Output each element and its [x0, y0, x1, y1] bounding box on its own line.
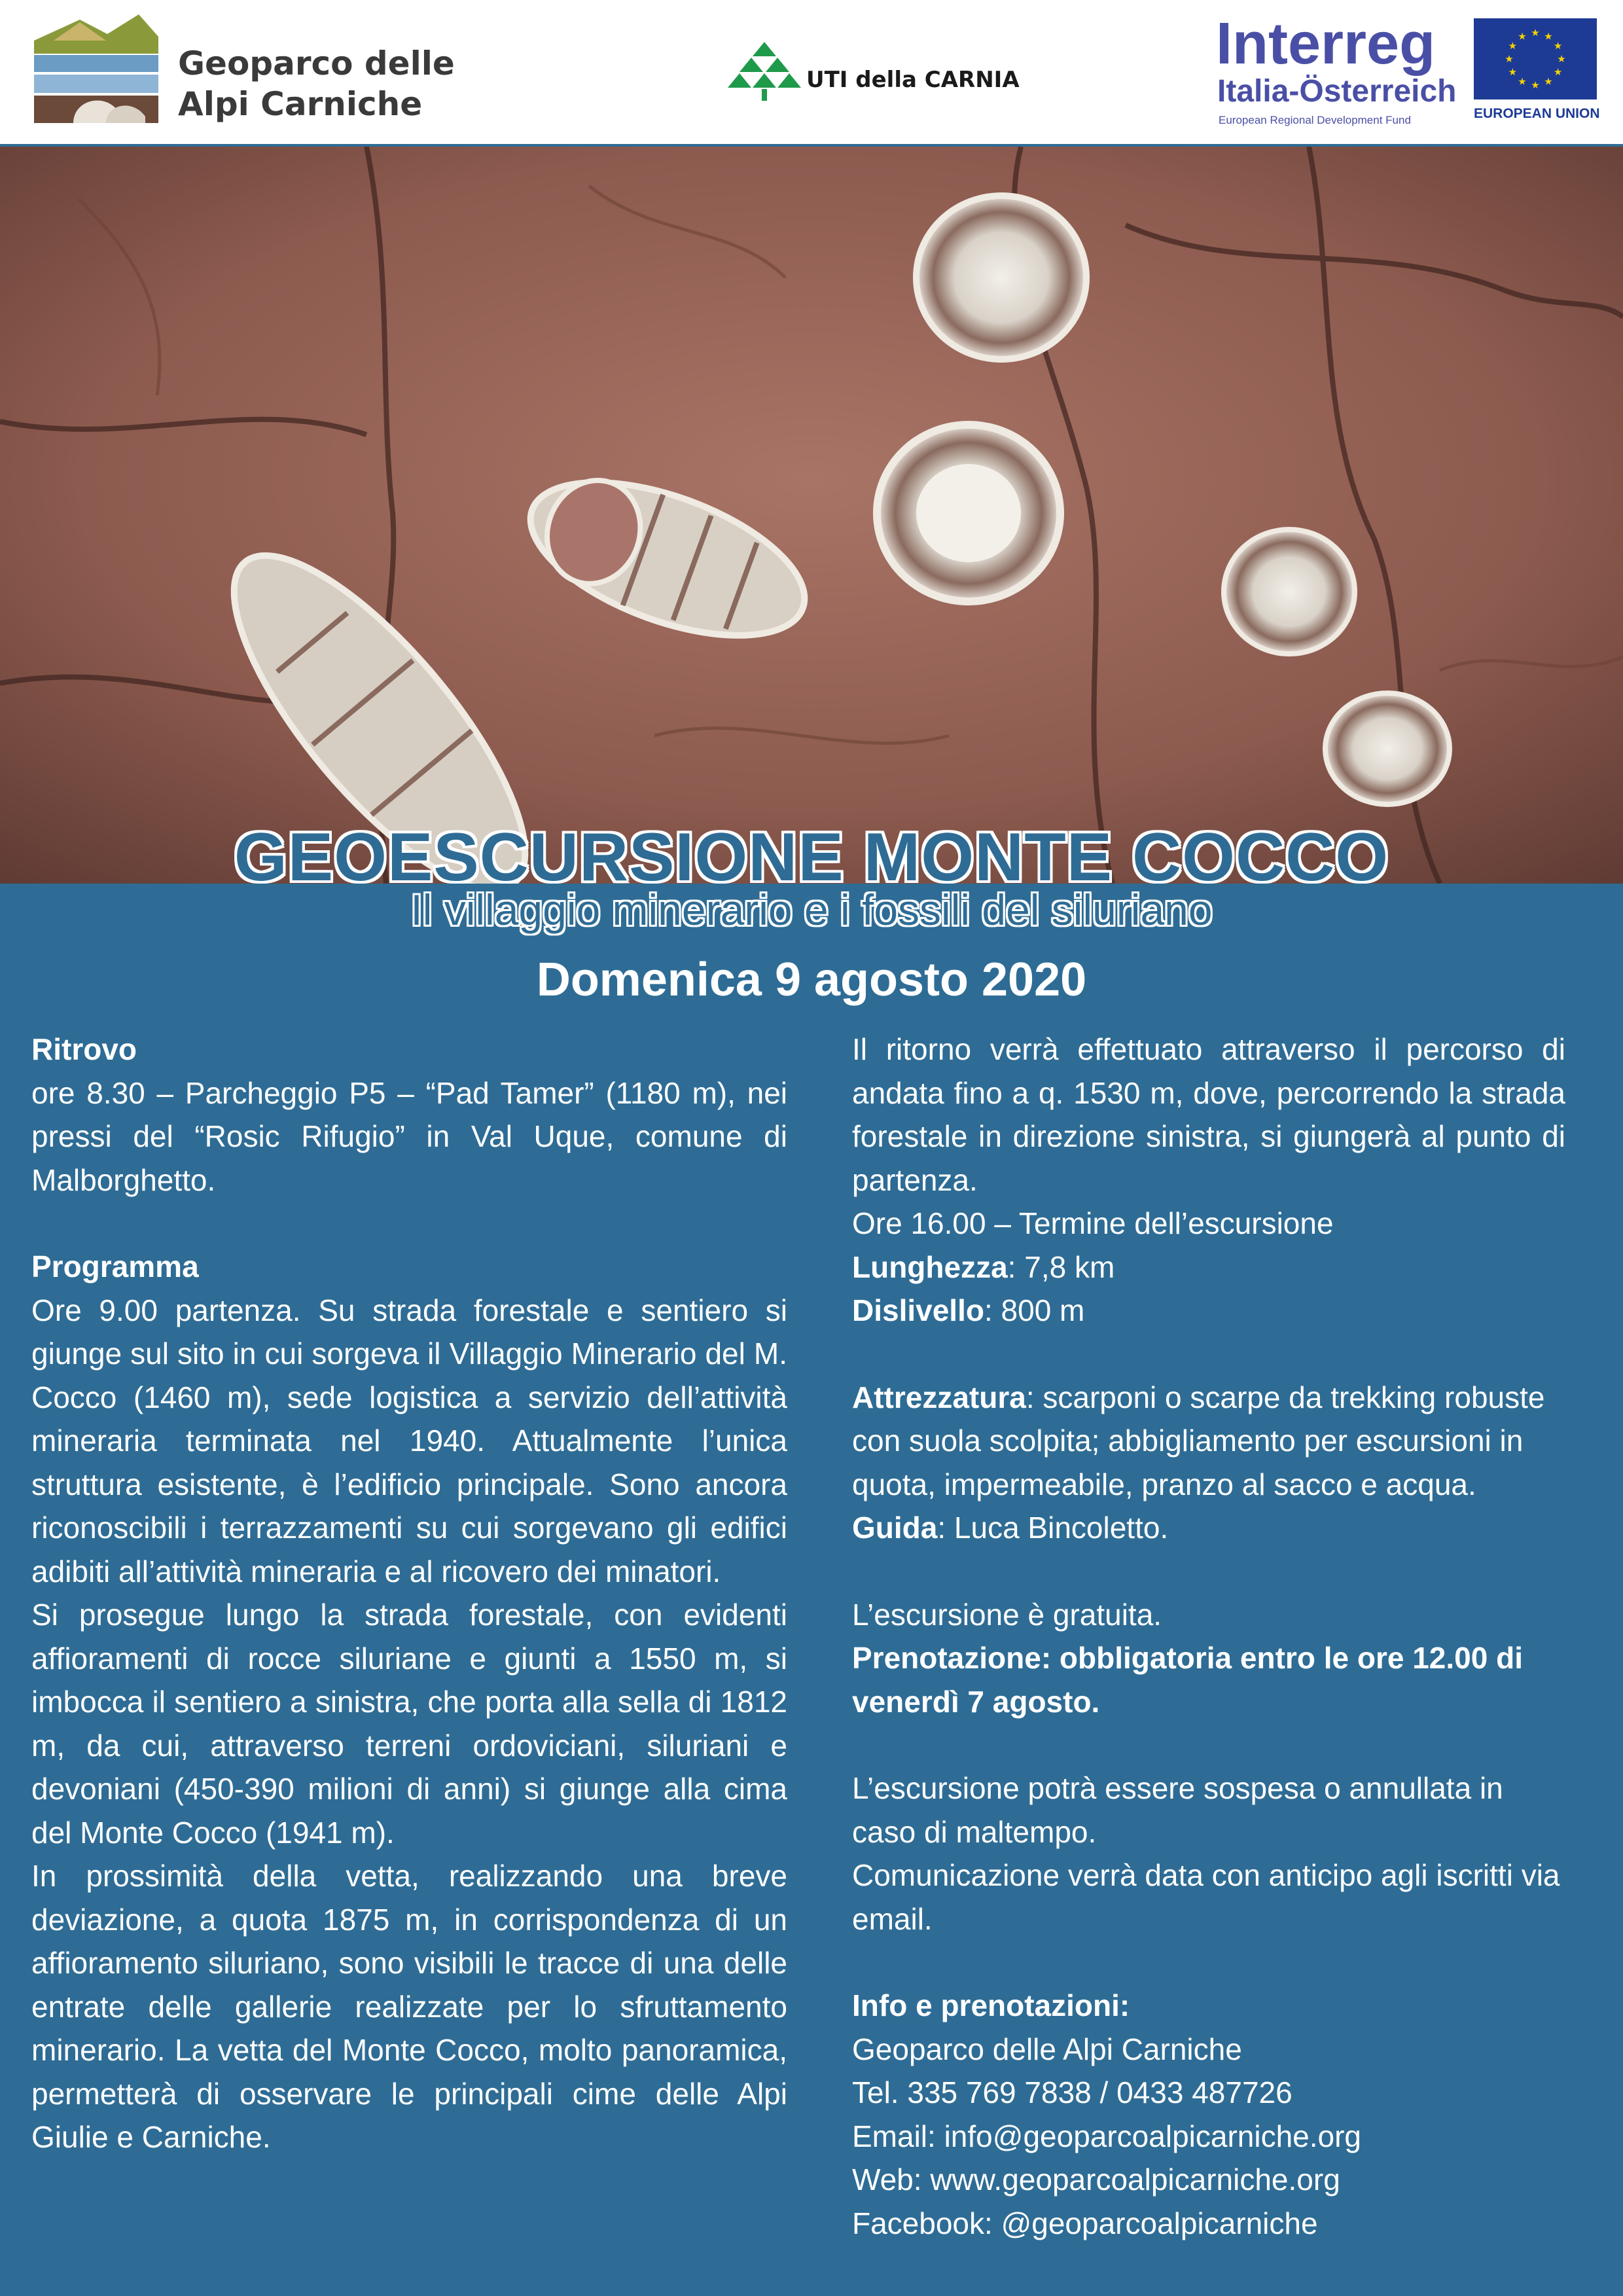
svg-text:★: ★ — [1553, 67, 1563, 78]
attrezzatura-label: Attrezzatura — [852, 1380, 1026, 1414]
svg-text:★: ★ — [1518, 31, 1527, 43]
svg-text:★: ★ — [1518, 76, 1527, 88]
attrezzatura-line — [852, 1376, 1565, 1507]
info-heading: Info e prenotazioni: — [852, 1988, 1130, 2022]
prenotazione-text: Prenotazione: obbligatoria entro le ore 12.00 di venerdì 7 agosto. — [852, 1641, 1523, 1719]
eu-flag-icon — [1474, 18, 1597, 99]
eu-label: EUROPEAN UNION — [1474, 106, 1600, 121]
svg-text:★: ★ — [1544, 31, 1553, 43]
dislivello-label: Dislivello — [852, 1293, 984, 1327]
svg-text:★: ★ — [1557, 54, 1566, 65]
programma-paragraph-2: Si prosegue lungo la strada forestale, con evidenti affioramenti di rocce siluriane e giunti a 1550 m, si imbocca il sentiero a sinistra, che porta alla sella di 1812 m, da cui, attraverso terreni ordoviciani, siluriani e devoniani (450-390 milioni di anni) si giunge alla cima del Monte Cocco (1941 m). — [31, 1598, 787, 1850]
info-facebook[interactable]: Facebook: @geoparcoalpicarniche — [852, 2206, 1318, 2240]
ritrovo-heading: Ritrovo — [31, 1032, 137, 1066]
geoparco-logo-line1: Geoparco delle — [178, 45, 455, 82]
lunghezza-label: Lunghezza — [852, 1249, 1008, 1284]
guida-label: Guida — [852, 1511, 938, 1545]
info-web[interactable]: Web: www.geoparcoalpicarniche.org — [852, 2162, 1340, 2197]
dislivello-value: : 800 m — [984, 1293, 1085, 1327]
svg-text:★: ★ — [1531, 80, 1540, 91]
eu-logo — [1474, 18, 1600, 131]
svg-text:★: ★ — [1508, 67, 1518, 78]
lunghezza-value: : 7,8 km — [1007, 1249, 1115, 1284]
header-bar — [0, 0, 1623, 147]
event-date: Domenica 9 agosto 2020 — [536, 954, 1087, 1006]
comunicazione-text: Comunicazione verrà data con anticipo agli iscritti via email. — [852, 1858, 1560, 1936]
event-subtitle: Il villaggio minerario e i fossili del siluriano — [410, 886, 1213, 934]
info-tel[interactable]: Tel. 335 769 7838 / 0433 487726 — [852, 2075, 1293, 2109]
left-column — [31, 1028, 787, 2159]
tree-logo-icon — [728, 42, 801, 101]
fossil-photo — [0, 147, 1623, 884]
lunghezza-line — [852, 1246, 1565, 1289]
termine-text: Ore 16.00 – Termine dell’escursione — [852, 1206, 1334, 1240]
interreg-fund: European Regional Development Fund — [1219, 114, 1411, 126]
geoparco-logo-icon — [34, 14, 158, 123]
interreg-logo — [1216, 11, 1458, 126]
svg-text:★: ★ — [1505, 54, 1514, 65]
interreg-subtitle: Italia-Österreich — [1217, 74, 1457, 109]
geoparco-logo-text — [178, 43, 455, 124]
svg-text:★: ★ — [1553, 41, 1563, 52]
ritorno-text: Il ritorno verrà effettuato attraverso il percorso di andata fino a q. 1530 m, dove, percorrendo la strada forestale in direzione sinistra, si giungerà al punto di partenza. — [852, 1032, 1565, 1197]
dislivello-line — [852, 1289, 1565, 1333]
geoparco-logo-line2: Alpi Carniche — [178, 85, 423, 123]
interreg-title: Interreg — [1216, 11, 1436, 77]
svg-text:★: ★ — [1508, 41, 1518, 52]
guida-value: : Luca Bincoletto. — [937, 1511, 1169, 1545]
ritrovo-text: ore 8.30 – Parcheggio P5 – “Pad Tamer” (1180 m), nei pressi del “Rosic Rifugio” in Val Uque, comune di Malborghetto. — [31, 1075, 787, 1197]
right-column — [852, 1028, 1565, 2245]
svg-text:★: ★ — [1544, 76, 1553, 88]
svg-text:★: ★ — [1531, 27, 1540, 39]
guida-line — [852, 1506, 1565, 1550]
info-org: Geoparco delle Alpi Carniche — [852, 2032, 1242, 2066]
info-email[interactable]: Email: info@geoparcoalpicarniche.org — [852, 2119, 1362, 2153]
gratuita-text: L’escursione è gratuita. — [852, 1597, 1162, 1632]
programma-paragraph-3: In prossimità della vetta, realizzando una breve deviazione, a quota 1875 m, in corrispondenza di un affioramento siluriano, sono visibili le tracce di una delle entrate delle gallerie realizzate per lo sfruttamento minerario. La vetta del Monte Cocco, molto panoramica, permetterà di osservare le principali cime delle Alpi Giulie e Carniche. — [31, 1859, 787, 2154]
programma-paragraph-1: Ore 9.00 partenza. Su strada forestale e sentiero si giunge sul sito in cui sorgeva il Villaggio Minerario del M. Cocco (1460 m), sede logistica a servizio dell’attività mineraria terminata nel 1940. Attualmente l’unica struttura esistente, è l’edificio principale. Sono ancora riconoscibili i terrazzamenti su cui sorgevano gli edifici adibiti all’attività mineraria e al ricovero dei minatori. — [31, 1293, 787, 1588]
event-title: GEOESCURSIONE MONTE COCCO — [234, 819, 1389, 895]
programma-heading: Programma — [31, 1249, 199, 1283]
attrezzatura-value: : scarponi o scarpe da trekking robuste con suola scolpita; abbigliamento per escursioni in quota, impermeabile, pranzo al sacco e acqua. — [852, 1380, 1545, 1501]
uti-logo-text: UTI della CARNIA — [806, 67, 1020, 93]
maltempo-text: L’escursione potrà essere sospesa o annullata in caso di maltempo. — [852, 1771, 1503, 1849]
